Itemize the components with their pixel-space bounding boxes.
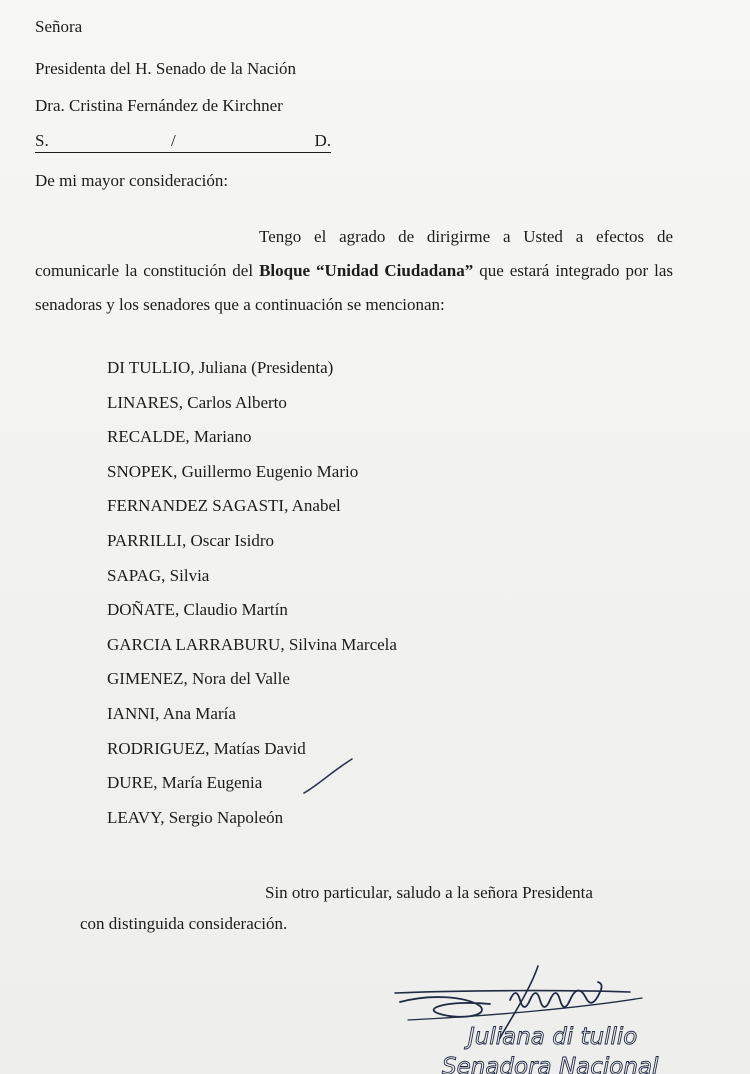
body-text-after: que estará integrado por las senadoras y los senadores que a continuación se mencionan: (35, 261, 674, 314)
senator-list-item: FERNANDEZ SAGASTI, Anabel (107, 496, 341, 516)
closing-line-1: Sin otro particular, saludo a la señora Presidenta (265, 883, 593, 902)
senator-list-item: DURE, María Eugenia (107, 773, 263, 793)
senator-list-item: SNOPEK, Guillermo Eugenio Mario (107, 461, 359, 481)
addressee-salutation: Señora (35, 17, 83, 36)
su-despacho-line (35, 131, 331, 153)
underline-rule (35, 152, 331, 153)
body-paragraph (35, 220, 673, 322)
senator-list-item: RODRIGUEZ, Matías David (107, 738, 306, 758)
bloque-name: Bloque “Unidad Ciudadana” (259, 261, 474, 280)
senator-list-item: GIMENEZ, Nora del Valle (107, 669, 290, 689)
signature-title-handwritten: Senadora Nacional (442, 1054, 659, 1074)
d-label: D. (314, 131, 331, 150)
s-label: S. (35, 131, 49, 150)
closing-paragraph (80, 877, 672, 939)
addressee-position: Presidenta del H. Senado de la Nación (35, 59, 297, 78)
greeting: De mi mayor consideración: (35, 171, 229, 190)
body-text-before: Tengo el agrado de dirigirme a Usted a efectos de comunicarle la constitución del (35, 227, 673, 280)
addressee-name: Dra. Cristina Fernández de Kirchner (35, 96, 283, 115)
handwritten-check-mark (300, 755, 360, 800)
senator-list-item: SAPAG, Silvia (107, 565, 210, 585)
senator-list-item: DI TULLIO, Juliana (Presidenta) (107, 358, 334, 377)
signature (380, 960, 750, 1074)
signature-scribble (380, 960, 750, 1074)
slash-mark: / (171, 131, 176, 150)
senator-list-item: LINARES, Carlos Alberto (107, 392, 287, 412)
senator-list-item: LEAVY, Sergio Napoleón (107, 807, 284, 827)
closing-line-2: con distinguida consideración. (80, 914, 288, 933)
senator-list-item: IANNI, Ana María (107, 703, 236, 723)
senator-list-item: RECALDE, Mariano (107, 427, 252, 447)
signature-name-handwritten: Juliana di tullio (468, 1024, 638, 1050)
senator-list-item: DOÑATE, Claudio Martín (107, 600, 288, 620)
senator-list-item: GARCIA LARRABURU, Silvina Marcela (107, 634, 397, 654)
senator-list-item: PARRILLI, Oscar Isidro (107, 530, 274, 550)
